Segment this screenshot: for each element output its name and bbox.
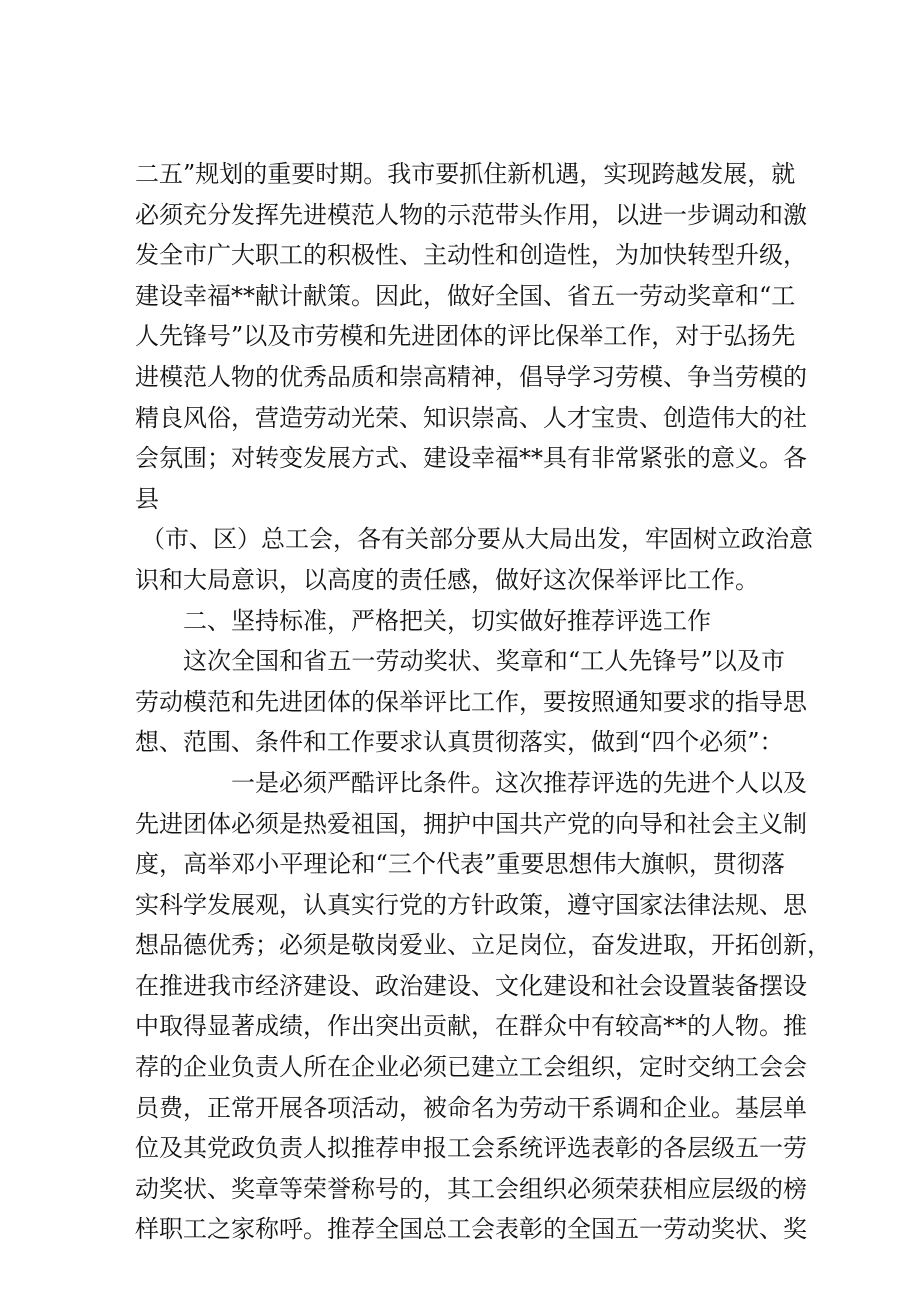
- text-line: 位及其党政负责人拟推荐申报工会系统评选表彰的各层级五一劳: [135, 1134, 807, 1163]
- text-line: 必须充分发挥先进模范人物的示范带头作用，以进一步调动和激: [135, 200, 807, 229]
- text-line: 二五”规划的重要时期。我市要抓住新机遇，实现跨越发展，就: [135, 160, 796, 188]
- text-line: 在推进我市经济建设、政治建设、文化建设和社会设置装备摆设: [135, 971, 807, 1000]
- text-line: 县: [135, 484, 159, 513]
- text-line: 样职工之家称呼。推荐全国总工会表彰的全国五一劳动奖状、奖: [135, 1215, 807, 1244]
- text-line: 识和大局意识，以高度的责任感，做好这次保举评比工作。: [135, 565, 759, 594]
- text-line: 人先锋号”以及市劳模和先进团体的评比保举工作，对于弘扬先: [135, 322, 796, 351]
- text-line: 荐的企业负责人所在企业必须已建立工会组织，定时交纳工会会: [135, 1053, 807, 1082]
- text-line: 员费，正常开展各项活动，被命名为劳动干系调和企业。基层单: [135, 1093, 807, 1122]
- text-line: 会氛围；对转变发展方式、建设幸福**具有非常紧张的意义。各: [135, 444, 807, 473]
- text-line: 想、范围、条件和工作要求认真贯彻落实，做到“四个必须”：: [135, 728, 784, 757]
- text-line: 精良风俗，营造劳动光荣、知识崇高、人才宝贵、创造伟大的社: [135, 403, 807, 432]
- text-line: 先进团体必须是热爱祖国，拥护中国共产党的向导和社会主义制: [135, 809, 807, 838]
- document-body: [135, 154, 831, 1250]
- text-line: 这次全国和省五一劳动奖状、奖章和“工人先锋号”以及市: [183, 647, 785, 676]
- text-line: 度，高举邓小平理论和“三个代表”重要思想伟大旗帜，贯彻落: [135, 850, 785, 879]
- text-line: 中取得显著成绩，作出突出贡献，在群众中有较高**的人物。推: [135, 1012, 807, 1041]
- text-line: 实科学发展观，认真实行党的方针政策，遵守国家法律法规、思: [135, 890, 807, 919]
- text-line: 劳动模范和先进团体的保举评比工作，要按照通知要求的指导思: [135, 687, 807, 716]
- text-line: 想品德优秀；必须是敬岗爱业、立足岗位，奋发进取，开拓创新，: [135, 931, 831, 960]
- text-line: 建设幸福**献计献策。因此，做好全国、省五一劳动奖章和“工: [135, 281, 796, 310]
- text-line: 一是必须严酷评比条件。这次推荐评选的先进个人以及: [231, 768, 807, 797]
- text-line: 发全市广大职工的积极性、主动性和创造性，为加快转型升级，: [135, 241, 807, 270]
- text-line: （市、区）总工会，各有关部分要从大局出发，牢固树立政治意: [141, 525, 813, 554]
- text-line: 动奖状、奖章等荣誉称号的，其工会组织必须荣获相应层级的榜: [135, 1174, 807, 1203]
- text-line: 进模范人物的优秀品质和崇高精神，倡导学习劳模、争当劳模的: [135, 362, 807, 391]
- section-heading: 二、坚持标准，严格把关，切实做好推荐评选工作: [183, 606, 711, 635]
